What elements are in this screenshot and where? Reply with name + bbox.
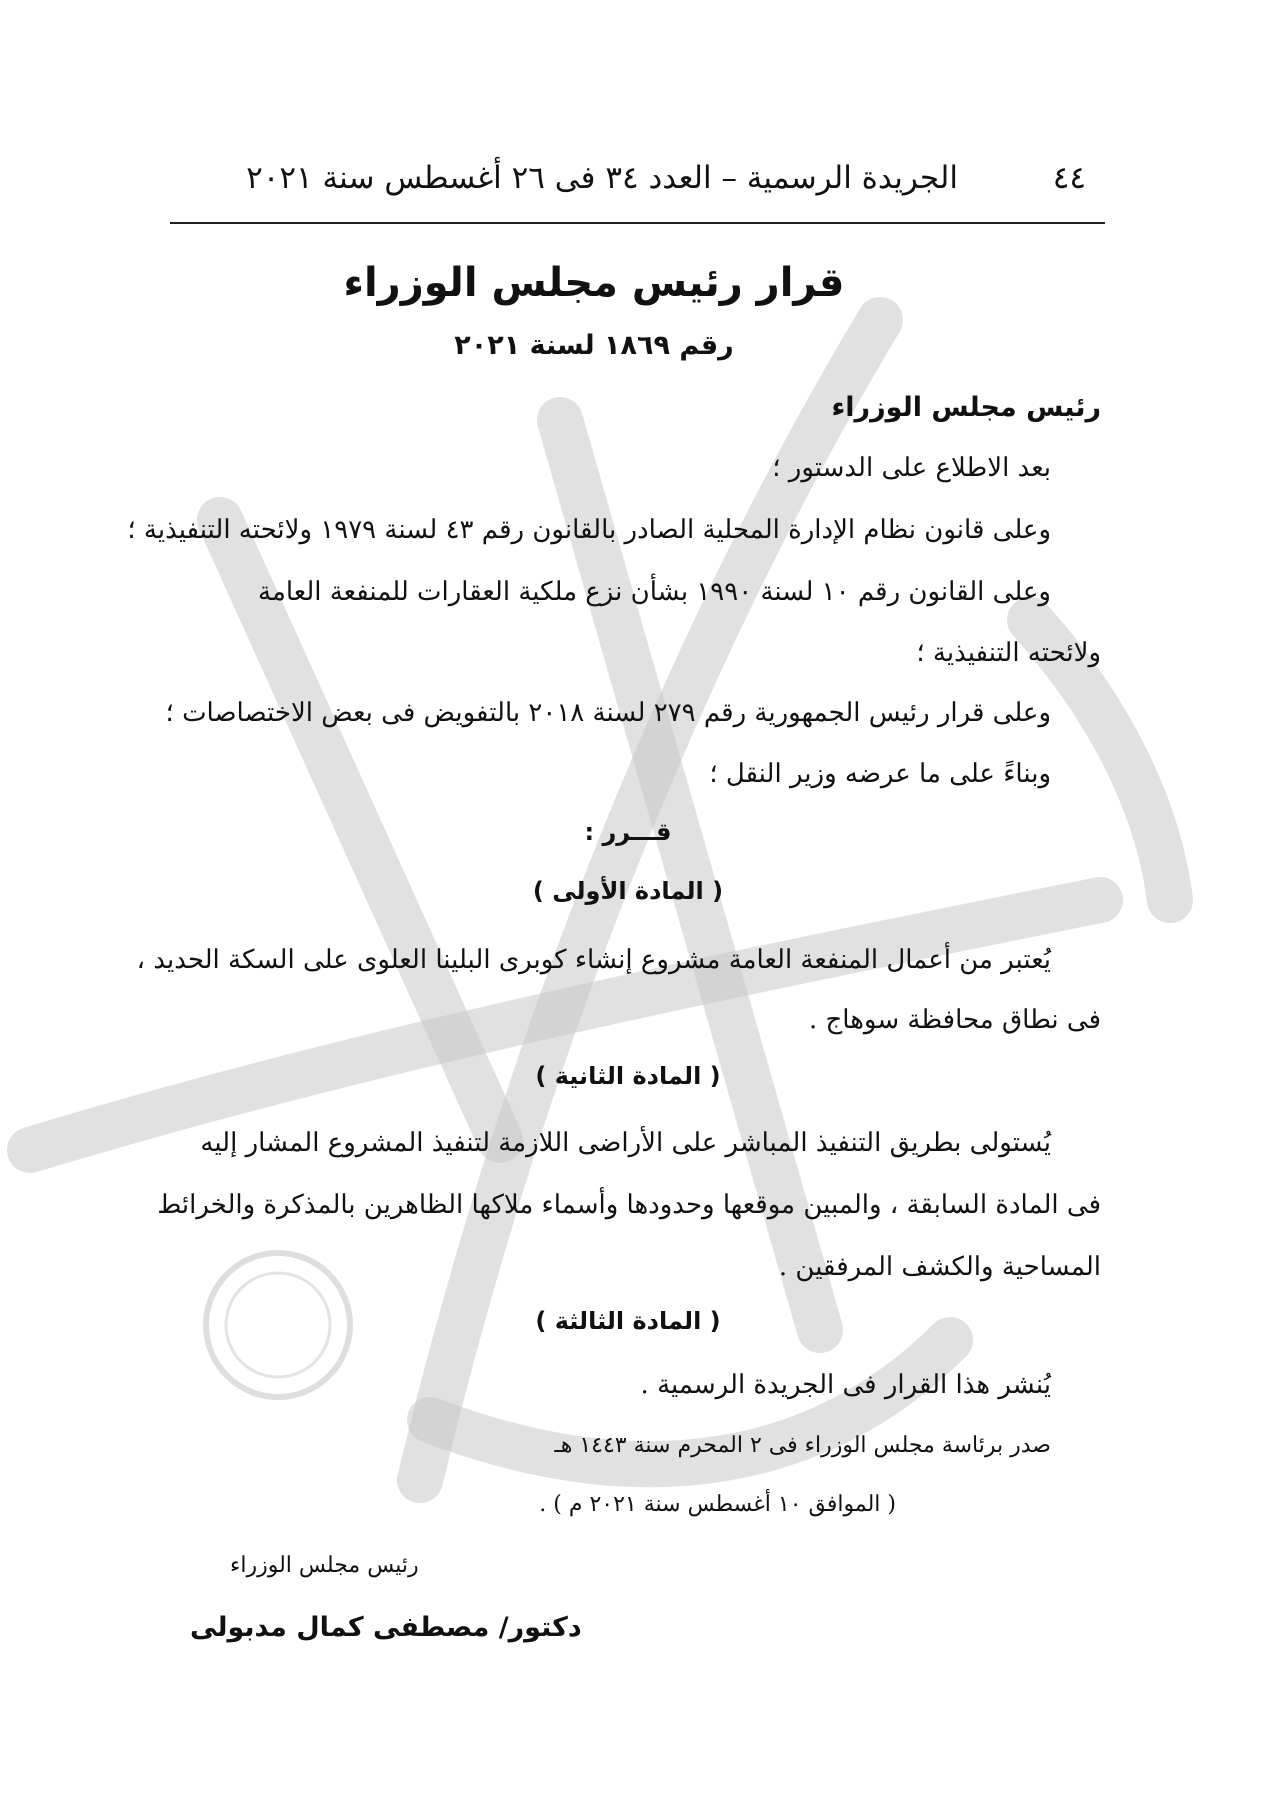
article-text-line: فى نطاق محافظة سوهاج . bbox=[808, 1005, 1101, 1035]
issuer-heading: رئيس مجلس الوزراء bbox=[831, 392, 1101, 423]
preamble-line: بعد الاطلاع على الدستور ؛ bbox=[772, 453, 1051, 483]
publication-header: الجريدة الرسمية – العدد ٣٤ فى ٢٦ أغسطس سنة ٢٠٢١ bbox=[246, 160, 958, 196]
preamble-line: وعلى قرار رئيس الجمهورية رقم ٢٧٩ لسنة ٢٠١٨ بالتفويض فى بعض الاختصاصات ؛ bbox=[165, 698, 1051, 728]
signature-role: رئيس مجلس الوزراء bbox=[230, 1553, 419, 1578]
preamble-line: وعلى قانون نظام الإدارة المحلية الصادر بالقانون رقم ٤٣ لسنة ١٩٧٩ ولائحته التنفيذية ؛ bbox=[127, 515, 1051, 545]
article-heading: ( المادة الثانية ) bbox=[535, 1062, 721, 1090]
article-heading: ( المادة الأولى ) bbox=[532, 877, 724, 905]
article-text-line: يُستولى بطريق التنفيذ المباشر على الأراضى اللازمة لتنفيذ المشروع المشار إليه bbox=[200, 1128, 1051, 1158]
decided-heading: قـــرر : bbox=[584, 818, 672, 846]
decree-title: قرار رئيس مجلس الوزراء bbox=[343, 260, 845, 306]
signature-name: دكتور/ مصطفى كمال مدبولى bbox=[190, 1612, 582, 1643]
issued-date-gregorian: ( الموافق ١٠ أغسطس سنة ٢٠٢١ م ) . bbox=[539, 1492, 896, 1517]
article-text-line: فى المادة السابقة ، والمبين موقعها وحدودها وأسماء ملاكها الظاهرين بالمذكرة والخرائط bbox=[157, 1190, 1101, 1220]
article-text-line: المساحية والكشف المرفقين . bbox=[778, 1252, 1101, 1282]
issued-date-hijri: صدر برئاسة مجلس الوزراء فى ٢ المحرم سنة ١٤٤٣ هـ bbox=[554, 1433, 1051, 1458]
preamble-line: ولائحته التنفيذية ؛ bbox=[916, 638, 1101, 668]
decree-number: رقم ١٨٦٩ لسنة ٢٠٢١ bbox=[454, 330, 734, 361]
page-number: ٤٤ bbox=[1052, 160, 1086, 196]
preamble-line: وعلى القانون رقم ١٠ لسنة ١٩٩٠ بشأن نزع ملكية العقارات للمنفعة العامة bbox=[258, 577, 1051, 607]
preamble-line: وبناءً على ما عرضه وزير النقل ؛ bbox=[709, 759, 1051, 789]
article-heading: ( المادة الثالثة ) bbox=[535, 1307, 721, 1335]
article-text-line: يُعتبر من أعمال المنفعة العامة مشروع إنشاء كوبرى البلينا العلوى على السكة الحديد ، bbox=[136, 945, 1051, 975]
article-text-line: يُنشر هذا القرار فى الجريدة الرسمية . bbox=[640, 1370, 1051, 1400]
header-divider bbox=[170, 222, 1105, 224]
